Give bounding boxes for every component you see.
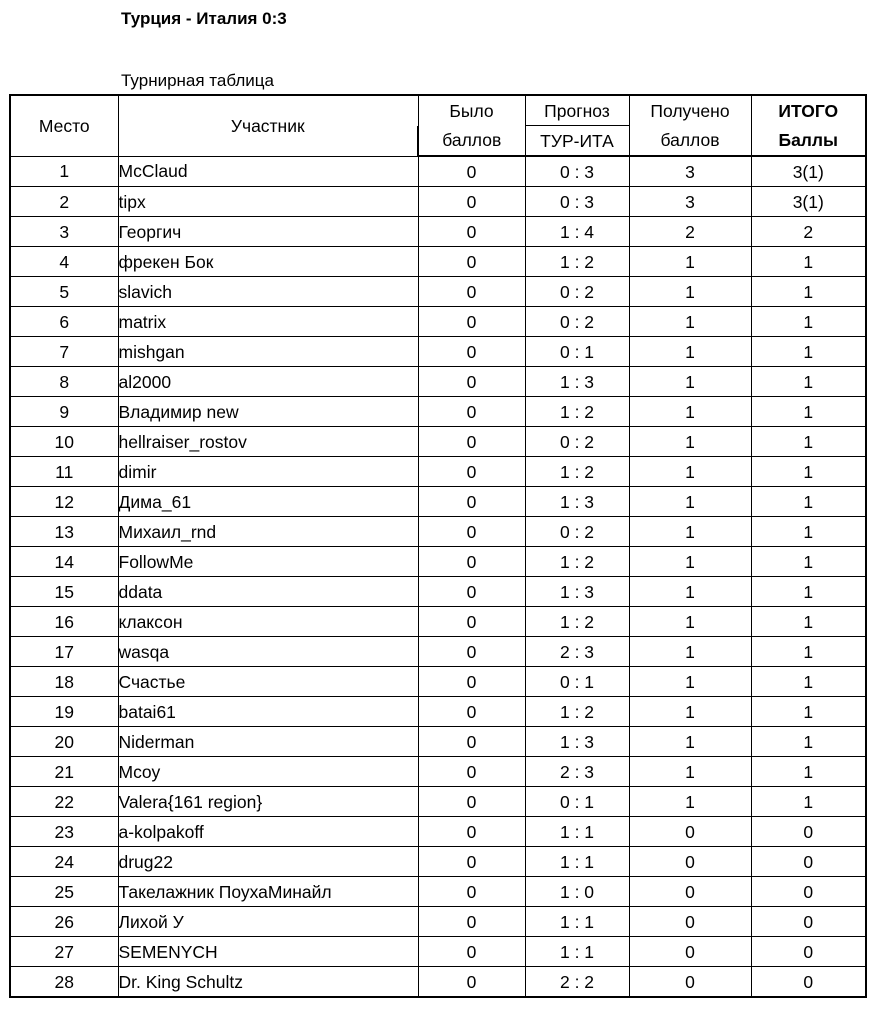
cell-participant: Mcoy: [118, 757, 418, 787]
cell-got-points: 1: [629, 397, 751, 427]
header-forecast-bottom: ТУР-ИТА: [525, 126, 629, 157]
cell-had-points: 0: [418, 217, 525, 247]
cell-total: 0: [751, 877, 866, 907]
cell-forecast: 0 : 2: [525, 427, 629, 457]
table-header: [10, 95, 866, 156]
cell-total: 1: [751, 517, 866, 547]
cell-place: 12: [10, 487, 118, 517]
cell-forecast: 1 : 1: [525, 847, 629, 877]
cell-forecast: 1 : 3: [525, 367, 629, 397]
cell-total: 3(1): [751, 187, 866, 217]
cell-had-points: 0: [418, 697, 525, 727]
header-place: Место: [10, 95, 118, 156]
cell-place: 21: [10, 757, 118, 787]
cell-got-points: 1: [629, 277, 751, 307]
cell-had-points: 0: [418, 757, 525, 787]
cell-total: 1: [751, 757, 866, 787]
cell-total: 1: [751, 277, 866, 307]
cell-had-points: 0: [418, 967, 525, 998]
header-had-bottom: баллов: [418, 126, 525, 157]
cell-participant: Михаил_rnd: [118, 517, 418, 547]
cell-total: 1: [751, 337, 866, 367]
cell-place: 13: [10, 517, 118, 547]
cell-forecast: 1 : 3: [525, 487, 629, 517]
cell-participant: FollowMe: [118, 547, 418, 577]
table-caption: Турнирная таблица: [121, 71, 274, 90]
cell-forecast: 0 : 1: [525, 667, 629, 697]
cell-had-points: 0: [418, 787, 525, 817]
cell-place: 18: [10, 667, 118, 697]
cell-participant: drug22: [118, 847, 418, 877]
table-row: [10, 547, 866, 577]
cell-place: 22: [10, 787, 118, 817]
cell-forecast: 1 : 2: [525, 247, 629, 277]
cell-participant: McClaud: [118, 156, 418, 187]
cell-total: 1: [751, 427, 866, 457]
cell-participant: SEMENYCH: [118, 937, 418, 967]
cell-total: 2: [751, 217, 866, 247]
cell-participant: Владимир new: [118, 397, 418, 427]
table-row: [10, 337, 866, 367]
table-row: [10, 517, 866, 547]
table-row: [10, 817, 866, 847]
table-row: [10, 307, 866, 337]
cell-place: 25: [10, 877, 118, 907]
cell-place: 23: [10, 817, 118, 847]
cell-got-points: 0: [629, 937, 751, 967]
table-row: [10, 187, 866, 217]
table-row: [10, 457, 866, 487]
cell-participant: Dr. King Schultz: [118, 967, 418, 998]
cell-forecast: 0 : 2: [525, 517, 629, 547]
cell-got-points: 1: [629, 757, 751, 787]
cell-forecast: 2 : 2: [525, 967, 629, 998]
cell-place: 8: [10, 367, 118, 397]
header-total-bottom: Баллы: [751, 126, 866, 157]
table-row: [10, 907, 866, 937]
table-row: [10, 367, 866, 397]
table-row: [10, 217, 866, 247]
table-row: [10, 757, 866, 787]
cell-got-points: 1: [629, 427, 751, 457]
cell-got-points: 1: [629, 307, 751, 337]
cell-had-points: 0: [418, 397, 525, 427]
cell-forecast: 1 : 3: [525, 727, 629, 757]
cell-participant: Дима_61: [118, 487, 418, 517]
table-row: [10, 427, 866, 457]
cell-forecast: 1 : 1: [525, 937, 629, 967]
cell-forecast: 1 : 2: [525, 607, 629, 637]
cell-had-points: 0: [418, 577, 525, 607]
cell-total: 1: [751, 607, 866, 637]
cell-place: 17: [10, 637, 118, 667]
cell-participant: Valera{161 region}: [118, 787, 418, 817]
table-row: [10, 607, 866, 637]
cell-had-points: 0: [418, 307, 525, 337]
cell-total: 0: [751, 967, 866, 998]
cell-forecast: 1 : 1: [525, 907, 629, 937]
table-row: [10, 277, 866, 307]
cell-place: 14: [10, 547, 118, 577]
cell-place: 27: [10, 937, 118, 967]
cell-participant: Счастье: [118, 667, 418, 697]
cell-total: 1: [751, 487, 866, 517]
cell-had-points: 0: [418, 547, 525, 577]
table-row: [10, 487, 866, 517]
table-body: [10, 156, 866, 997]
cell-forecast: 2 : 3: [525, 637, 629, 667]
cell-place: 6: [10, 307, 118, 337]
cell-participant: Такелажник ПоухаМинайл: [118, 877, 418, 907]
cell-got-points: 0: [629, 847, 751, 877]
cell-place: 24: [10, 847, 118, 877]
cell-forecast: 1 : 2: [525, 397, 629, 427]
cell-got-points: 1: [629, 577, 751, 607]
cell-got-points: 1: [629, 607, 751, 637]
header-got-bottom: баллов: [629, 126, 751, 157]
cell-got-points: 0: [629, 817, 751, 847]
cell-total: 1: [751, 547, 866, 577]
cell-participant: Лихой У: [118, 907, 418, 937]
header-participant: Участник: [118, 95, 418, 156]
cell-participant: Niderman: [118, 727, 418, 757]
cell-had-points: 0: [418, 487, 525, 517]
cell-forecast: 0 : 3: [525, 156, 629, 187]
cell-participant: mishgan: [118, 337, 418, 367]
cell-place: 1: [10, 156, 118, 187]
cell-got-points: 1: [629, 787, 751, 817]
cell-got-points: 2: [629, 217, 751, 247]
cell-participant: dimir: [118, 457, 418, 487]
cell-participant: slavich: [118, 277, 418, 307]
cell-total: 0: [751, 937, 866, 967]
cell-forecast: 1 : 1: [525, 817, 629, 847]
cell-place: 3: [10, 217, 118, 247]
cell-forecast: 1 : 2: [525, 547, 629, 577]
cell-had-points: 0: [418, 277, 525, 307]
cell-place: 7: [10, 337, 118, 367]
cell-place: 28: [10, 967, 118, 998]
cell-place: 11: [10, 457, 118, 487]
table-row: [10, 577, 866, 607]
cell-total: 1: [751, 397, 866, 427]
cell-total: 1: [751, 247, 866, 277]
cell-place: 15: [10, 577, 118, 607]
cell-total: 1: [751, 697, 866, 727]
cell-got-points: 1: [629, 457, 751, 487]
cell-forecast: 1 : 4: [525, 217, 629, 247]
cell-forecast: 1 : 3: [525, 577, 629, 607]
cell-place: 2: [10, 187, 118, 217]
cell-had-points: 0: [418, 247, 525, 277]
cell-had-points: 0: [418, 727, 525, 757]
cell-had-points: 0: [418, 817, 525, 847]
table-row: [10, 156, 866, 187]
cell-had-points: 0: [418, 637, 525, 667]
table-row: [10, 937, 866, 967]
cell-had-points: 0: [418, 517, 525, 547]
table-row: [10, 727, 866, 757]
cell-forecast: 0 : 2: [525, 307, 629, 337]
table-row: [10, 967, 866, 998]
cell-got-points: 1: [629, 487, 751, 517]
cell-participant: batai61: [118, 697, 418, 727]
cell-participant: фрекен Бок: [118, 247, 418, 277]
cell-had-points: 0: [418, 607, 525, 637]
table-row: [10, 847, 866, 877]
cell-participant: Георгич: [118, 217, 418, 247]
cell-got-points: 3: [629, 187, 751, 217]
cell-total: 1: [751, 787, 866, 817]
cell-place: 5: [10, 277, 118, 307]
cell-participant: ddata: [118, 577, 418, 607]
cell-participant: a-kolpakoff: [118, 817, 418, 847]
cell-participant: hellraiser_rostov: [118, 427, 418, 457]
cell-got-points: 1: [629, 547, 751, 577]
cell-place: 4: [10, 247, 118, 277]
cell-had-points: 0: [418, 847, 525, 877]
cell-had-points: 0: [418, 937, 525, 967]
cell-participant: al2000: [118, 367, 418, 397]
cell-total: 1: [751, 667, 866, 697]
cell-place: 10: [10, 427, 118, 457]
cell-forecast: 2 : 3: [525, 757, 629, 787]
header-total-top: ИТОГО: [751, 95, 866, 126]
cell-got-points: 1: [629, 667, 751, 697]
table-row: [10, 697, 866, 727]
cell-total: 1: [751, 457, 866, 487]
cell-participant: клаксон: [118, 607, 418, 637]
cell-total: 0: [751, 907, 866, 937]
cell-participant: matrix: [118, 307, 418, 337]
cell-place: 19: [10, 697, 118, 727]
cell-participant: wasqa: [118, 637, 418, 667]
cell-got-points: 1: [629, 337, 751, 367]
cell-forecast: 1 : 2: [525, 697, 629, 727]
cell-got-points: 1: [629, 727, 751, 757]
cell-place: 26: [10, 907, 118, 937]
cell-total: 1: [751, 727, 866, 757]
table-row: [10, 877, 866, 907]
table-row: [10, 787, 866, 817]
cell-got-points: 0: [629, 877, 751, 907]
header-got-top: Получено: [629, 95, 751, 126]
cell-forecast: 1 : 0: [525, 877, 629, 907]
cell-place: 16: [10, 607, 118, 637]
cell-forecast: 0 : 1: [525, 787, 629, 817]
cell-total: 1: [751, 367, 866, 397]
cell-total: 1: [751, 637, 866, 667]
table-row: [10, 637, 866, 667]
cell-total: 1: [751, 307, 866, 337]
cell-total: 0: [751, 847, 866, 877]
cell-had-points: 0: [418, 367, 525, 397]
cell-forecast: 0 : 2: [525, 277, 629, 307]
cell-got-points: 1: [629, 247, 751, 277]
table-row: [10, 397, 866, 427]
cell-had-points: 0: [418, 156, 525, 187]
cell-had-points: 0: [418, 667, 525, 697]
standings-table: [9, 94, 867, 998]
cell-total: 0: [751, 817, 866, 847]
cell-total: 3(1): [751, 156, 866, 187]
cell-had-points: 0: [418, 877, 525, 907]
table-row: [10, 247, 866, 277]
cell-had-points: 0: [418, 907, 525, 937]
cell-place: 20: [10, 727, 118, 757]
cell-got-points: 3: [629, 156, 751, 187]
cell-had-points: 0: [418, 187, 525, 217]
cell-got-points: 0: [629, 967, 751, 998]
match-title: Турция - Италия 0:3: [121, 9, 287, 28]
cell-got-points: 1: [629, 367, 751, 397]
cell-participant: tipx: [118, 187, 418, 217]
cell-got-points: 1: [629, 697, 751, 727]
cell-had-points: 0: [418, 337, 525, 367]
cell-got-points: 1: [629, 517, 751, 547]
cell-total: 1: [751, 577, 866, 607]
cell-had-points: 0: [418, 427, 525, 457]
header-had-top: Было: [418, 95, 525, 126]
table-row: [10, 667, 866, 697]
cell-place: 9: [10, 397, 118, 427]
cell-had-points: 0: [418, 457, 525, 487]
header-forecast-top: Прогноз: [525, 95, 629, 126]
cell-forecast: 0 : 3: [525, 187, 629, 217]
cell-got-points: 0: [629, 907, 751, 937]
cell-forecast: 0 : 1: [525, 337, 629, 367]
cell-forecast: 1 : 2: [525, 457, 629, 487]
cell-got-points: 1: [629, 637, 751, 667]
